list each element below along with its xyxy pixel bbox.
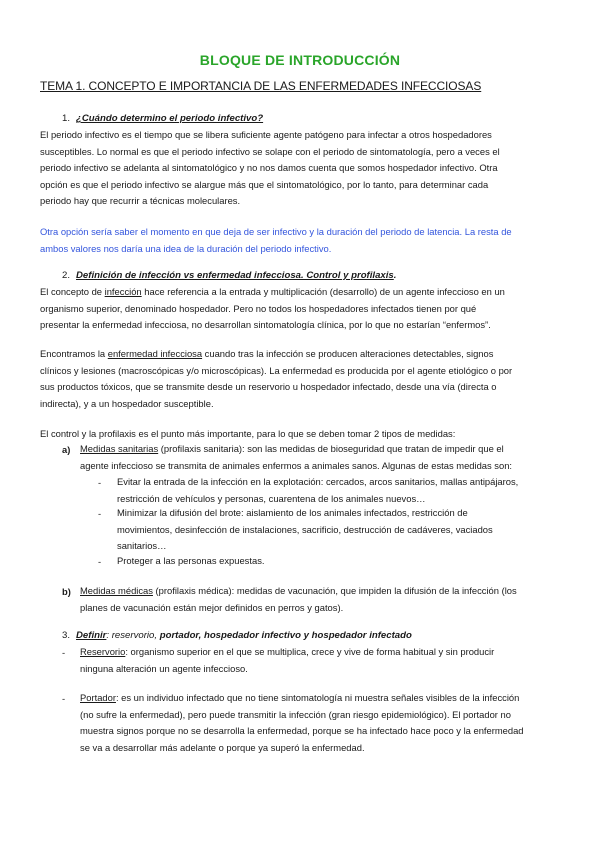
section-1-heading: 1. ¿Cuándo determino el periodo infectivo? [62,113,264,124]
dash-marker: - [62,647,66,658]
medical-measures: Medidas médicas (profilaxis médica): medidas de vacunación, que impiden la difusión de la infección (los planes de vacunación están mejor definidos en perros y gatos). [80,585,517,613]
section-1-blue-note: Otra opción sería saber el momento en que deja de ser infectivo y la duración del periodo de latencia. La resta de ambos valores nos daría una idea de la duración del periodo infectivo. [40,226,512,254]
definition-carrier: Portador: es un individuo infectado que no tiene sintomatología ni muestra señales visibles de la infección (no sufre la enfermedad), pero puede transmitir la infección (gran riesgo epidemiológico). El portador no muestra signos porque no se desarrolla la enfermedad, porque se ha infectado hace poco y la enfermedad se va a desarrollar más adelante o porque ya superó la enfermedad. [80,692,524,753]
dash-marker: - [98,477,102,488]
section-2-paragraph-infection: El concepto de infección hace referencia a la entrada y multiplicación (desarrollo) de un agente infeccioso en un organismo superior, denominado hospedador. Pero no todos los hospedadores infectados tienen por qué presentar la enfermedad infecciosa, no desarrollan sintomatología clínica, por lo que no estarían “enfermos”. [40,286,505,331]
section-1-paragraph: El periodo infectivo es el tiempo que se libera suficiente agente patógeno para infectar a otros hospedadores susceptibles. Lo normal es que el periodo infectivo se solape con el periodo de sintomatología, pero a veces el periodo infectivo se adelanta al sintomatológico y no nos damos cuenta que somos hospedador infectivo. Otra opción es que el periodo infectivo se alargue más que el sintomatológico, por lo tanto, para determinar cada periodo hay que recurrir a técnicas moleculares. [40,129,500,207]
dash-marker: - [98,556,102,567]
measure-item-1: Evitar la entrada de la infección en la explotación: cercados, arcos sanitarios, mallas antipájaros, restricción de vehículos y personas, cuarentena de los animales nuevos… [117,476,519,504]
list-label-a: a) [62,444,71,455]
dash-marker: - [98,508,102,519]
sanitary-measures: Medidas sanitarias (profilaxis sanitaria): son las medidas de bioseguridad que tratan de impedir que el agente infeccioso se transmita de animales enfermos a animales sanos. Algunas de estas medidas son: [80,443,513,471]
section-2-control-intro: El control y la profilaxis es el punto más importante, para lo que se deben tomar 2 tipos de medidas: [40,428,456,439]
measure-item-2: Minimizar la difusión del brote: aislamiento de los animales infectados, restricción de movimientos, desinfección de instalaciones, sacrificio, destrucción de cadáveres, vaciados sanitarios… [117,507,493,552]
block-title: BLOQUE DE INTRODUCCIÓN [199,52,401,68]
section-2-heading: 2. Definición de infección vs enfermedad infecciosa. Control y profilaxis. [62,270,397,281]
measure-item-3: Proteger a las personas expuestas. [117,555,265,566]
topic-heading: TEMA 1. CONCEPTO E IMPORTANCIA DE LAS ENFERMEDADES INFECCIOSAS [40,79,482,93]
dash-marker: - [62,693,66,704]
list-label-b: b) [62,586,71,597]
section-2-paragraph-disease: Encontramos la enfermedad infecciosa cuando tras la infección se producen alteraciones detectables, signos clínicos y lesiones (macroscópicas y/o microscópicas). La enfermedad es producida por el agente etiológico o por sus productos tóxicos, que se transmite desde un reservorio u hospedador infectado, desde una vía (directa o indirecta), y a un hospedador susceptible. [40,348,513,409]
section-3-heading: 3. Definir: reservorio, portador, hospedador infectivo y hospedador infectado [62,630,412,641]
definition-reservoir: Reservorio: organismo superior en el que se multiplica, crece y vive de forma habitual y sin producir ninguna alteración un agente infeccioso. [80,646,495,674]
